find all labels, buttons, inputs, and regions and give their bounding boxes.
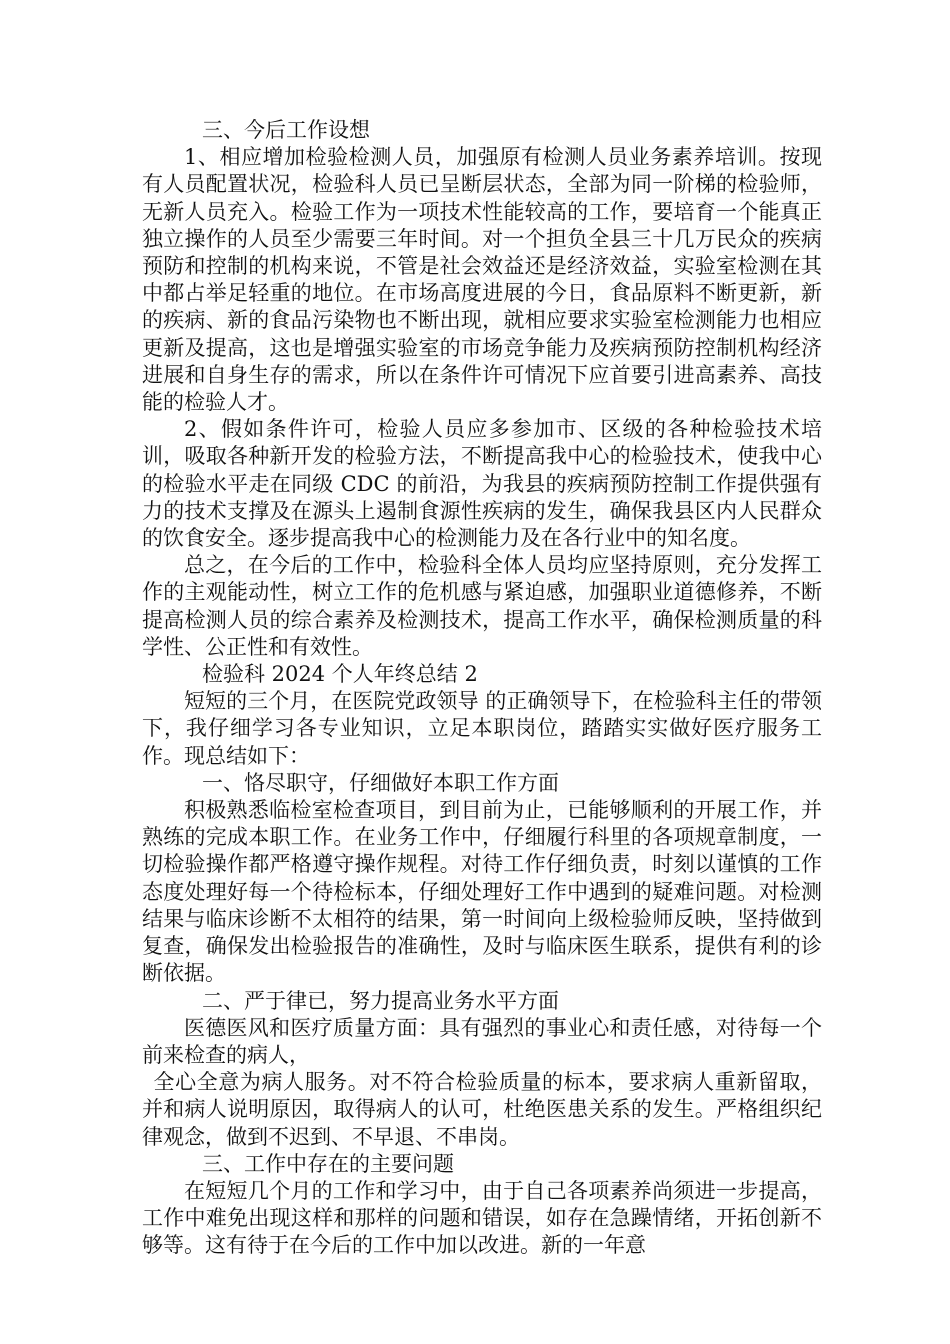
paragraph-ethics: 医德医风和医疗质量方面：具有强烈的事业心和责任感，对待每一个前来检查的病人， [142, 1015, 822, 1067]
paragraph-duties: 积极熟悉临检室检查项目，到目前为止，已能够顺利的开展工作，并熟练的完成本职工作。在业务工作中，仔细履行科里的各项规章制度，一切检验操作都严格遵守操作规程。对待工作仔细负责，时刻以谨慎的工作态度处理好每一个待检标本，仔细处理好工作中遇到的疑难问题。对检测结果与临床诊断不太相符的结果，第一时间向上级检验师反映，坚持做到复查，确保发出检验报告的准确性，及时与临床医生联系，提供有利的诊断依据。 [142, 798, 822, 986]
section-heading-discipline: 二、严于律已，努力提高业务水平方面 [202, 988, 559, 1013]
paragraph-training: 2、假如条件许可，检验人员应多参加市、区级的各种检验技术培训，吸取各种新开发的检验方法，不断提高我中心的检验技术，使我中心的检验水平走在同级 CDC 的前沿，为我县的疾病预防控制工作提供强有力的技术支撑及在源头上遏制食源性疾病的发生，确保我县区内人民群众的饮食安全。逐步提高我中心的检测能力及在各行业中的知名度。 [142, 417, 822, 551]
paragraph-patient-service: 全心全意为病人服务。对不符合检验质量的标本，要求病人重新留取，并和病人说明原因，取得病人的认可，杜绝医患关系的发生。严格组织纪律观念，做到不迟到、不早退、不串岗。 [142, 1070, 822, 1149]
paragraph-staffing: 1、相应增加检验检测人员，加强原有检测人员业务素养培训。按现有人员配置状况，检验科人员已呈断层状态，全部为同一阶梯的检验师，无新人员充入。检验工作为一项技术性能较高的工作，要培育一个能真正独立操作的人员至少需要三年时间。对一个担负全县三十几万民众的疾病预防和控制的机构来说，不管是社会效益还是经济效益，实验室检测在其中都占举足轻重的地位。在市场高度进展的今日，食品原料不断更新，新的疾病、新的食品污染物也不断出现，就相应要求实验室检测能力也相应更新及提高，这也是增强实验室的市场竞争能力及疾病预防控制机构经济进展和自身生存的需求，所以在条件许可情况下应首要引进高素养、高技能的检验人才。 [142, 145, 822, 415]
section-heading-duties: 一、恪尽职守，仔细做好本职工作方面 [202, 770, 559, 795]
section-heading-future-plans: 三、今后工作设想 [202, 118, 370, 142]
paragraph-problems: 在短短几个月的工作和学习中，由于自己各项素养尚须进一步提高，工作中难免出现这样和那样的问题和错误，如存在急躁情绪，开拓创新不够等。这有待于在今后的工作中加以改进。新的一年意 [142, 1178, 822, 1258]
section-heading-problems: 三、工作中存在的主要问题 [202, 1151, 454, 1176]
document-title-summary-2: 检验科 2024 个人年终总结 2 [202, 662, 478, 687]
paragraph-intro: 短短的三个月，在医院党政领导 的正确领导下，在检验科主任的带领下，我仔细学习各专业知识，立足本职岗位，踏踏实实做好医疗服务工作。现总结如下： [142, 689, 822, 768]
document-body [142, 117, 822, 1260]
paragraph-conclusion: 总之，在今后的工作中，检验科全体人员均应坚持原则，充分发挥工作的主观能动性，树立工作的危机感与紧迫感，加强职业道德修养，不断提高检测人员的综合素养及检测技术，提高工作水平，确保检测质量的科学性、公正性和有效性。 [142, 553, 822, 659]
